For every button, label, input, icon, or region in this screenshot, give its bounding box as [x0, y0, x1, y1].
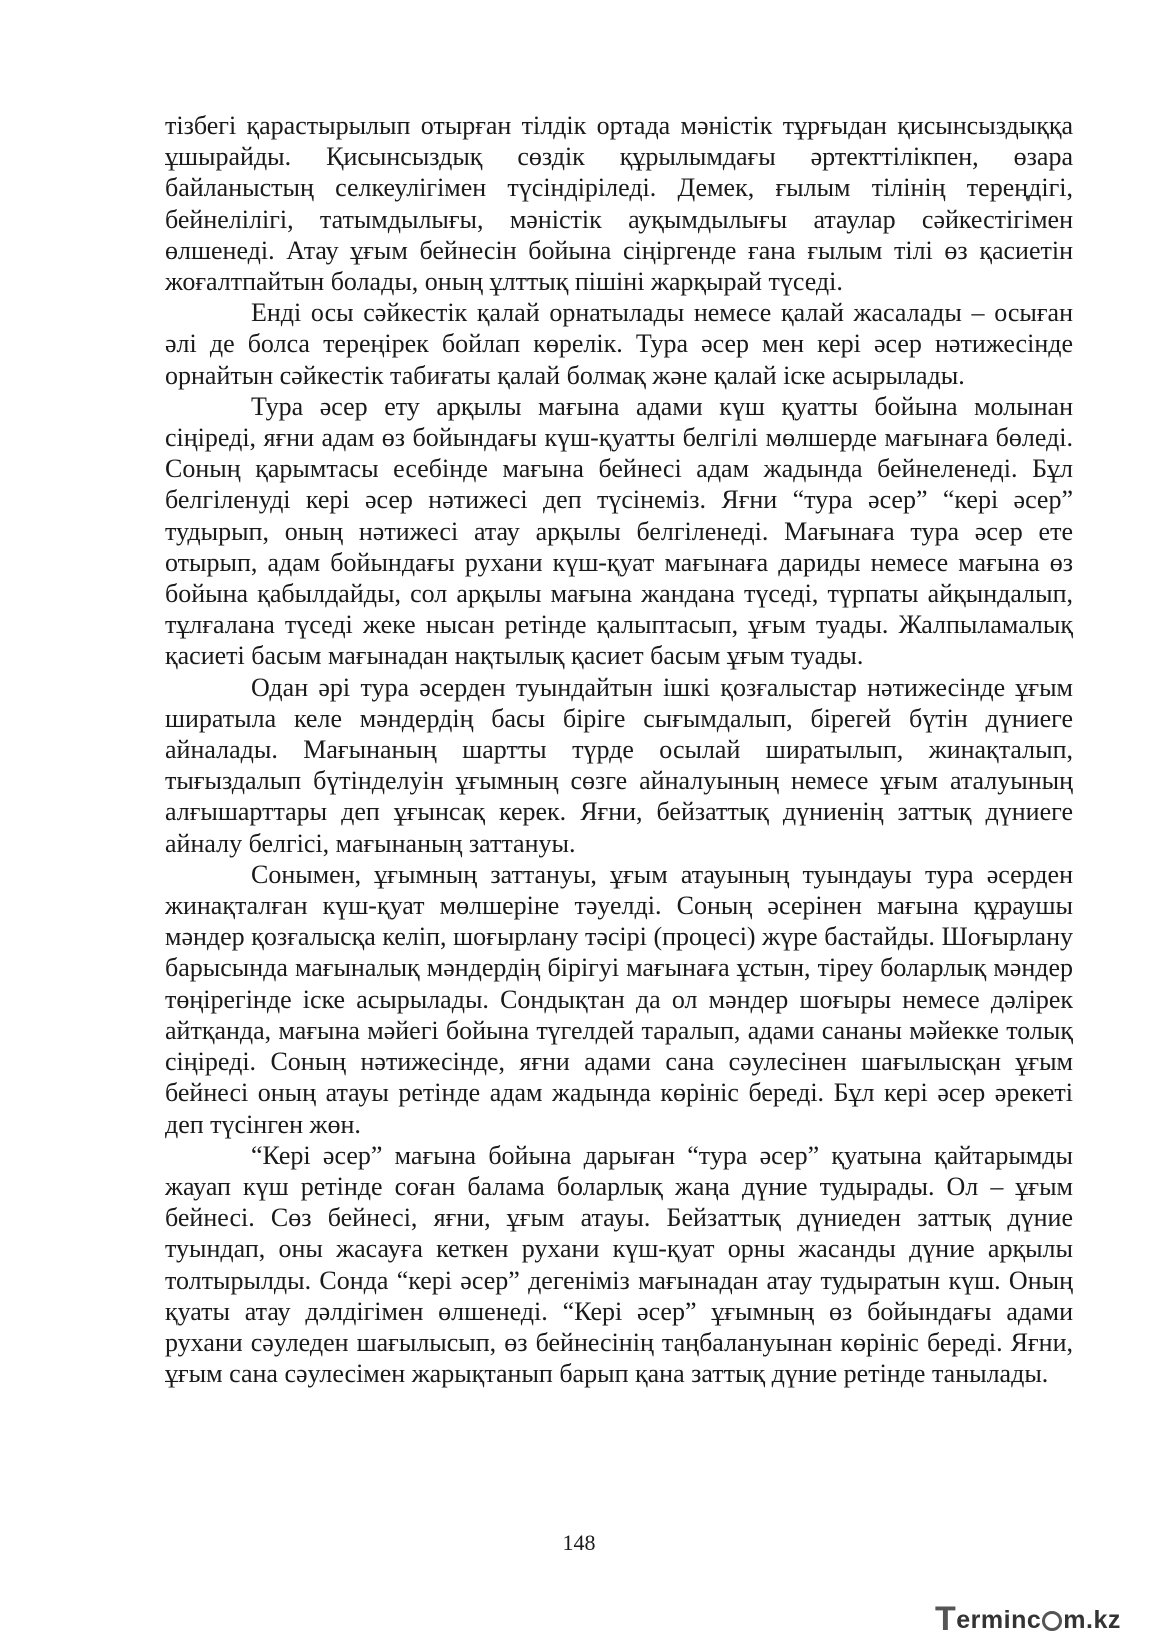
- paragraph-6: “Кері әсер” мағына бойына дарыған “тура әсер” қуатына қайтарымды жауап күш ретінде соған балама боларлық жаңа дүние тудырады. Ол – ұғым бейнесі. Сөз бейнесі, яғни, ұғым атауы. Бейзаттық дүниеден заттық дүние туындап, оны жасауға кеткен рухани күш-қуат орны жасанды дүние арқылы толтырылды. Сонда “кері әсер” дегеніміз мағынадан атау тудыратын күш. Оның қуаты атау дәлдігімен өлшенеді. “Кері әсер” ұғымның өз бойындағы адами рухани сәуледен шағылысып, өз бейнесінің таңбалануынан көрініс береді. Яғни, ұғым сана сәулесімен жарықтанып барып қана заттық дүние ретінде танылады.: [165, 1140, 1073, 1389]
- page-number: 148: [562, 1530, 596, 1555]
- watermark-first-letter: T: [935, 1600, 957, 1638]
- paragraph-3: Тура әсер ету арқылы мағына адами күш қуатты бойына молынан сіңіреді, яғни адам өз бойындағы күш-қуатты белгілі мөлшерде мағынаға бөледі. Соның қарымтасы есебінде мағына бейнесі адам жадында бейнеленеді. Бұл белгіленуді кері әсер нәтижесі деп түсінеміз. Яғни “тура әсер” “кері әсер” тудырып, оның нәтижесі атау арқылы белгіленеді. Мағынаға тура әсер ете отырып, адам бойындағы рухани күш-қуат мағынаға дариды немесе мағына өз бойына қабылдайды, сол арқылы мағына жандана түседі, түрпаты айқындалып, тұлғалана түседі жеке нысан ретінде қалыптасып, ұғым туады. Жалпыламалық қасиеті басым мағынадан нақтылық қасиет басым ұғым туады.: [165, 391, 1073, 671]
- watermark-end: m.kz: [1063, 1606, 1121, 1634]
- watermark-circle-icon: [1042, 1611, 1062, 1631]
- document-body: [165, 110, 1073, 1389]
- paragraph-5: Сонымен, ұғымның заттануы, ұғым атауының туындауы тура әсерден жинақталған күш-қуат мөлшеріне тәуелді. Соның әсерінен мағына құраушы мәндер қозғалысқа келіп, шоғырлану тәсірі (процесі) жүре бастайды. Шоғырлану барысында мағыналық мәндердің бірігуі мағынаға ұстын, тіреу боларлық мәндер төңірегінде іске асырылады. Сондықтан да ол мәндер шоғыры немесе дәлірек айтқанда, мағына мәйегі бойына түгелдей таралып, адами сананы мәйекке толық сіңіреді. Соның нәтижесінде, яғни адами сана сәулесінен шағылысқан ұғым бейнесі оның атауы ретінде адам жадында көрініс береді. Бұл кері әсер әрекеті деп түсінген жөн.: [165, 859, 1073, 1139]
- watermark-middle: erminc: [956, 1606, 1042, 1634]
- paragraph-2: Енді осы сәйкестік қалай орнатылады немесе қалай жасалады – осыған әлі де болса тереңірек бойлап көрелік. Тура әсер мен кері әсер нәтижесінде орнайтын сәйкестік табиғаты қалай болмақ және қалай іске асырылады.: [165, 298, 1073, 390]
- paragraph-1: тізбегі қарастырылып отырған тілдік ортада мәністік тұрғыдан қисынсыздыққа ұшырайды. Қисынсыздық сөздік құрылымдағы әртекттілікпен, өзара байланыстың селкеулігімен түсіндіріледі. Демек, ғылым тілінің тереңдігі, бейнелілігі, татымдылығы, мәністік ауқымдылығы атаулар сәйкестігімен өлшенеді. Атау ұғым бейнесін бойына сіңіргенде ғана ғылым тілі өз қасиетін жоғалтпайтын болады, оның ұлттық пішіні жарқырай түседі.: [165, 111, 1073, 297]
- paragraph-4: Одан әрі тура әсерден туындайтын ішкі қозғалыстар нәтижесінде ұғым ширатыла келе мәндердің басы біріге сығымдалып, бірегей бүтін дүниеге айналады. Мағынаның шартты түрде осылай ширатылып, жинақталып, тығыздалып бүтінделуін ұғымның сөзге айналуының немесе ұғым аталуының алғышарттары деп ұғынсақ керек. Яғни, бейзаттық дүниенің заттық дүниеге айналу белгісі, мағынаның заттануы.: [165, 672, 1073, 858]
- termincom-watermark-logo: [935, 1598, 1125, 1638]
